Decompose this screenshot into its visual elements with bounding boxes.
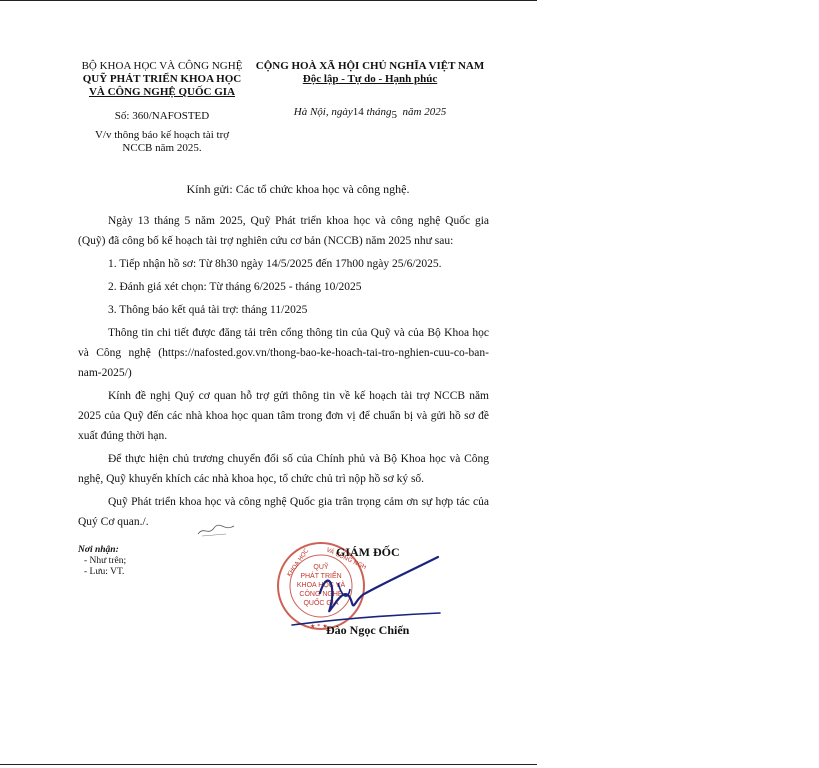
subject-line1: V/v thông báo kế hoạch tài trợ <box>94 129 230 141</box>
signer-name: Đào Ngọc Chiến <box>326 623 410 637</box>
list-item-1: 1. Tiếp nhận hồ sơ: Từ 8h30 ngày 14/5/2025 đến 17h00 ngày 25/6/2025. <box>108 258 442 270</box>
initial-scribble-icon <box>196 522 236 538</box>
agency-name-line1: QUỸ PHÁT TRIỂN KHOA HỌC <box>82 73 242 85</box>
seal-line-4: CÔNG NGHỆ <box>299 591 343 598</box>
digital-paragraph: Để thực hiện chủ trương chuyển đổi số của Chính phủ và Bộ Khoa học và Công nghệ, Quỹ khuyến khích các nhà khoa học, tổ chức chủ trì nộp hồ sơ ký số. <box>78 453 489 485</box>
date-year: năm 2025 <box>402 106 447 118</box>
country-name: CỘNG HOÀ XÃ HỘI CHỦ NGHĨA VIỆT NAM <box>255 60 485 72</box>
subject <box>62 129 262 155</box>
signature-scribble-icon <box>290 553 450 633</box>
svg-text:KHOA HỌC: KHOA HỌC <box>285 547 311 579</box>
seal-line-5: QUỐC GIA <box>303 600 339 607</box>
recipient-line: Kính gửi: Các tổ chức khoa học và công nghệ. <box>186 182 410 196</box>
doc-number: Số: 360/NAFOSTED <box>114 110 210 122</box>
thanks-paragraph: Quỹ Phát triển khoa học và công nghệ Quốc gia trân trọng cảm ơn sự hợp tác của Quý Cơ quan./. <box>78 496 489 528</box>
date-day: 14 <box>352 106 364 118</box>
date-month: 5 <box>391 109 398 121</box>
letter-body <box>78 211 489 535</box>
top-rule <box>0 0 537 1</box>
list-item-3: 3. Thông báo kết quả tài trợ: tháng 11/2025 <box>108 304 308 316</box>
recipients-line1: - Như trên; <box>84 556 127 566</box>
signer-role: GIÁM ĐỐC <box>336 545 400 559</box>
recipients-line2: - Lưu: VT. <box>84 567 125 577</box>
header-left <box>62 60 262 99</box>
agency-name-line2: VÀ CÔNG NGHỆ QUỐC GIA <box>88 86 236 98</box>
header-right <box>245 60 495 86</box>
recipients-title: Nơi nhận: <box>78 545 119 555</box>
request-paragraph: Kính đề nghị Quý cơ quan hỗ trợ gửi thông tin về kế hoạch tài trợ NCCB năm 2025 của Quỹ đến các nhà khoa học quan tâm trong đơn vị để chuẩn bị và gửi hồ sơ đề xuất đúng thời hạn. <box>78 390 489 442</box>
date-prefix: Hà Nội, ngày <box>293 106 353 118</box>
date-month-label: tháng <box>366 106 392 118</box>
info-paragraph: Thông tin chi tiết được đăng tải trên cổng thông tin của Quỹ và của Bộ Khoa học và Công nghệ (https://nafosted.gov.vn/thong-bao-ke-hoach-tai-tro-nghien-cuu-co-ban-nam-2025/) <box>78 327 489 379</box>
intro-paragraph: Ngày 13 tháng 5 năm 2025, Quỹ Phát triển khoa học và công nghệ Quốc gia (Quỹ) đã công bố kế hoạch tài trợ nghiên cứu cơ bản (NCCB) năm 2025 như sau: <box>78 215 489 247</box>
seal-line-3: KHOA HỌC VÀ <box>296 582 346 589</box>
seal-line-1: QUỸ <box>313 564 329 571</box>
subject-line2: NCCB năm 2025. <box>122 142 202 154</box>
list-item-2: 2. Đánh giá xét chọn: Từ tháng 6/2025 - tháng 10/2025 <box>108 281 362 293</box>
date-line <box>245 106 495 119</box>
ministry-name: BỘ KHOA HỌC VÀ CÔNG NGHỆ <box>81 60 243 72</box>
svg-text:★ * ★: ★ * ★ <box>310 623 328 630</box>
bottom-rule <box>0 764 537 765</box>
seal-line-2: PHÁT TRIỂN <box>300 573 342 580</box>
svg-text:VÀ CÔNG NGHỆ: VÀ CÔNG NGHỆ <box>325 546 366 573</box>
motto: Độc lập - Tự do - Hạnh phúc <box>302 73 438 85</box>
recipients-block <box>78 545 228 578</box>
